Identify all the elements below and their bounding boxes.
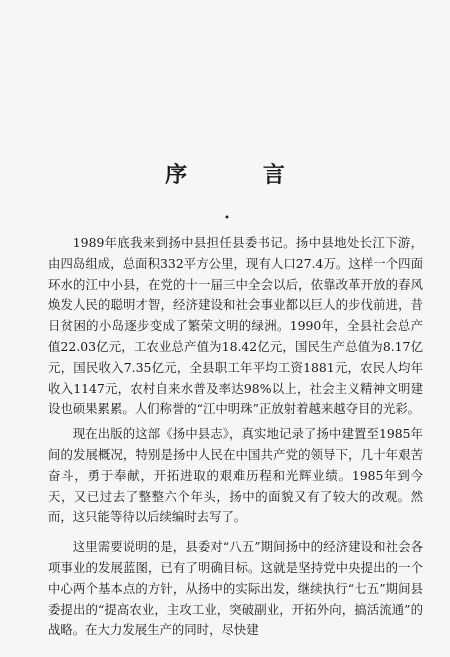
paragraph: 现在出版的这部《扬中县志》，真实地记录了扬中建置至1985年间的发展概况，特别是扬中人民在中国共产党的领导下，几十年艰苦奋斗，勇于奉献，开拓进取的艰难历程和光辉业绩。1985年到今天，又已过去了整整六个年头，扬中的面貌又有了较大的改观。然而，这只能等待以后续编时去写了。 xyxy=(48,426,423,525)
paragraph: 这里需要说明的是，县委对“八五”期间扬中的经济建设和社会各项事业的发展蓝图，已有了明确目标。这就是坚持党中央提出的一个中心两个基本点的方针，从扬中的实际出发，继续执行“七五”期间县委提出的“提高农业，主攻工业，突破副业，开拓外向，搞活流通”的战略。在大力发展生产的同时，尽快建 xyxy=(48,539,423,638)
decorative-dot: • xyxy=(224,213,230,224)
preface-body xyxy=(48,233,423,641)
preface-title: 序 言 xyxy=(165,162,319,188)
paragraph: 1989年底我来到扬中县担任县委书记。扬中县地处长江下游，由四岛组成，总面积332平方公里，现有人口27.4万。这样一个四面环水的江中小县，在党的十一届三中全会以后，依靠改革开放的春风焕发人民的聪明才智，经济建设和社会事业都以巨人的步伐前进，昔日贫困的小岛逐步变成了繁荣文明的绿洲。1990年，全县社会总产值22.03亿元，工农业总产值为18.42亿元，国民生产总值为8.17亿元，国民收入7.35亿元，全县职工年平均工资1881元，农民人均年收入1147元，农村自来水普及率达98%以上，社会主义精神文明建设也硕果累累。人们称誉的“江中明珠”正放射着越来越夺目的光彩。 xyxy=(48,235,423,417)
